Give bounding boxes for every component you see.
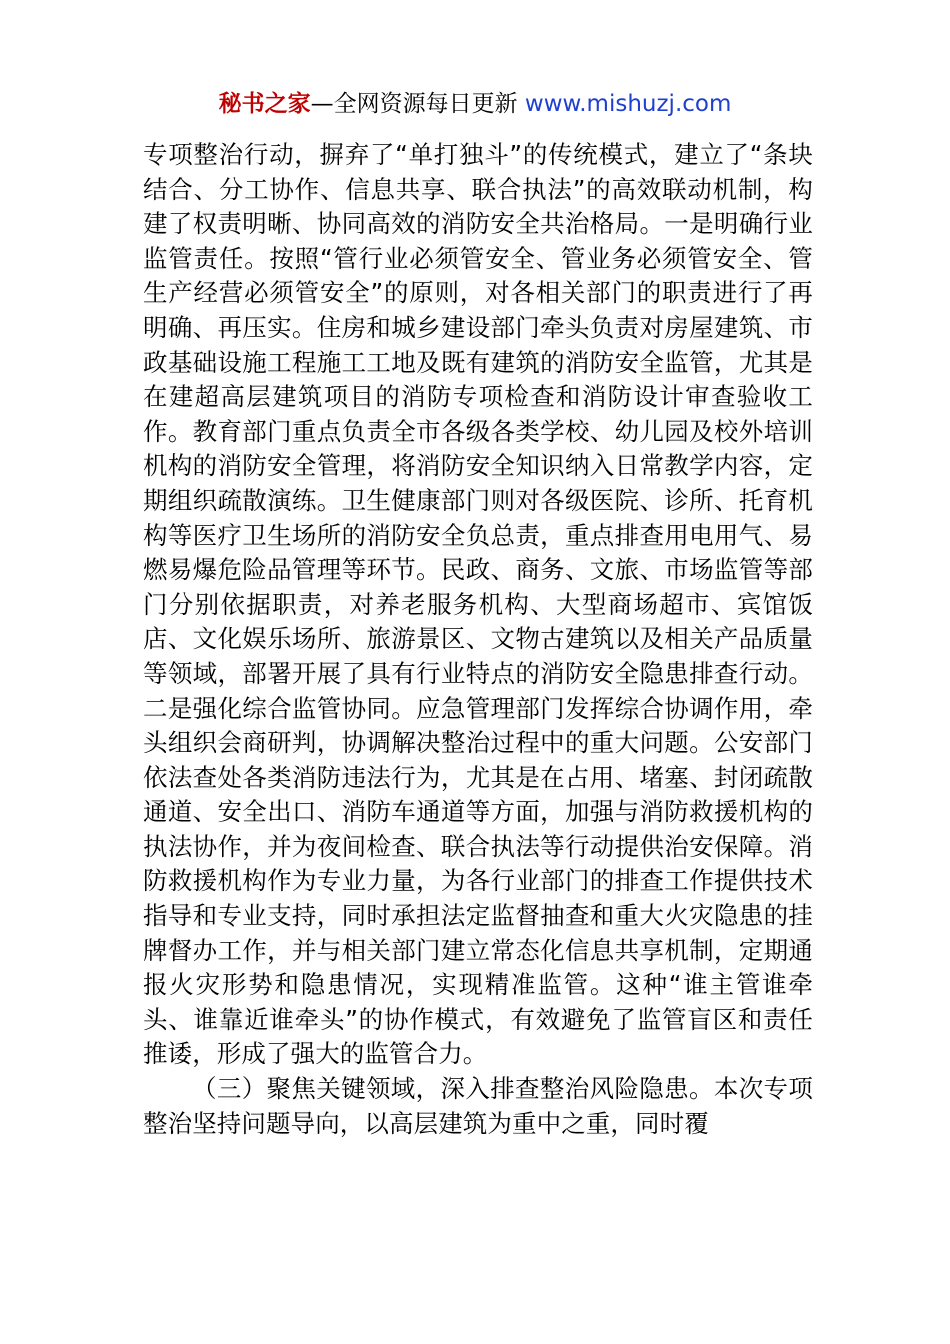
document-body <box>143 138 813 1141</box>
paragraph-section-3: （三）聚焦关键领域，深入排查整治风险隐患。本次专项整治坚持问题导向，以高层建筑为重中之重，同时覆 <box>143 1074 813 1138</box>
site-url-link[interactable]: www.mishuzj.com <box>524 91 732 117</box>
site-header <box>0 88 950 120</box>
paragraph-continued: 专项整治行动，摒弃了“单打独斗”的传统模式，建立了“条块结合、分工协作、信息共享、联合执法”的高效联动机制，构建了权责明晰、协同高效的消防安全共治格局。一是明确行业监管责任。按照“管行业必须管安全、管业务必须管安全、管生产经营必须管安全”的原则，对各相关部门的职责进行了再明确、再压实。住房和城乡建设部门牵头负责对房屋建筑、市政基础设施工程施工工地及既有建筑的消防安全监管，尤其是在建超高层建筑项目的消防专项检查和消防设计审查验收工作。教育部门重点负责全市各级各类学校、幼儿园及校外培训机构的消防安全管理，将消防安全知识纳入日常教学内容，定期组织疏散演练。卫生健康部门则对各级医院、诊所、托育机构等医疗卫生场所的消防安全负总责，重点排查用电用气、易燃易爆危险品管理等环节。民政、商务、文旅、市场监管等部门分别依据职责，对养老服务机构、大型商场超市、宾馆饭店、文化娱乐场所、旅游景区、文物古建筑以及相关产品质量等领域，部署开展了具有行业特点的消防安全隐患排查行动。二是强化综合监管协同。应急管理部门发挥综合协调作用，牵头组织会商研判，协调解决整治过程中的重大问题。公安部门依法查处各类消防违法行为，尤其是在占用、堵塞、封闭疏散通道、安全出口、消防车通道等方面，加强与消防救援机构的执法协作，并为夜间检查、联合执法等行动提供治安保障。消防救援机构作为专业力量，为各行业部门的排查工作提供技术指导和专业支持，同时承担法定监督抽查和重大火灾隐患的挂牌督办工作，并与相关部门建立常态化信息共享机制，定期通报火灾形势和隐患情况，实现精准监管。这种“谁主管谁牵头、谁靠近谁牵头”的协作模式，有效避免了监管盲区和责任推诿，形成了强大的监管合力。 <box>143 140 813 1069</box>
site-brand: 秘书之家 <box>218 91 311 117</box>
header-tagline: —全网资源每日更新 <box>310 91 525 117</box>
